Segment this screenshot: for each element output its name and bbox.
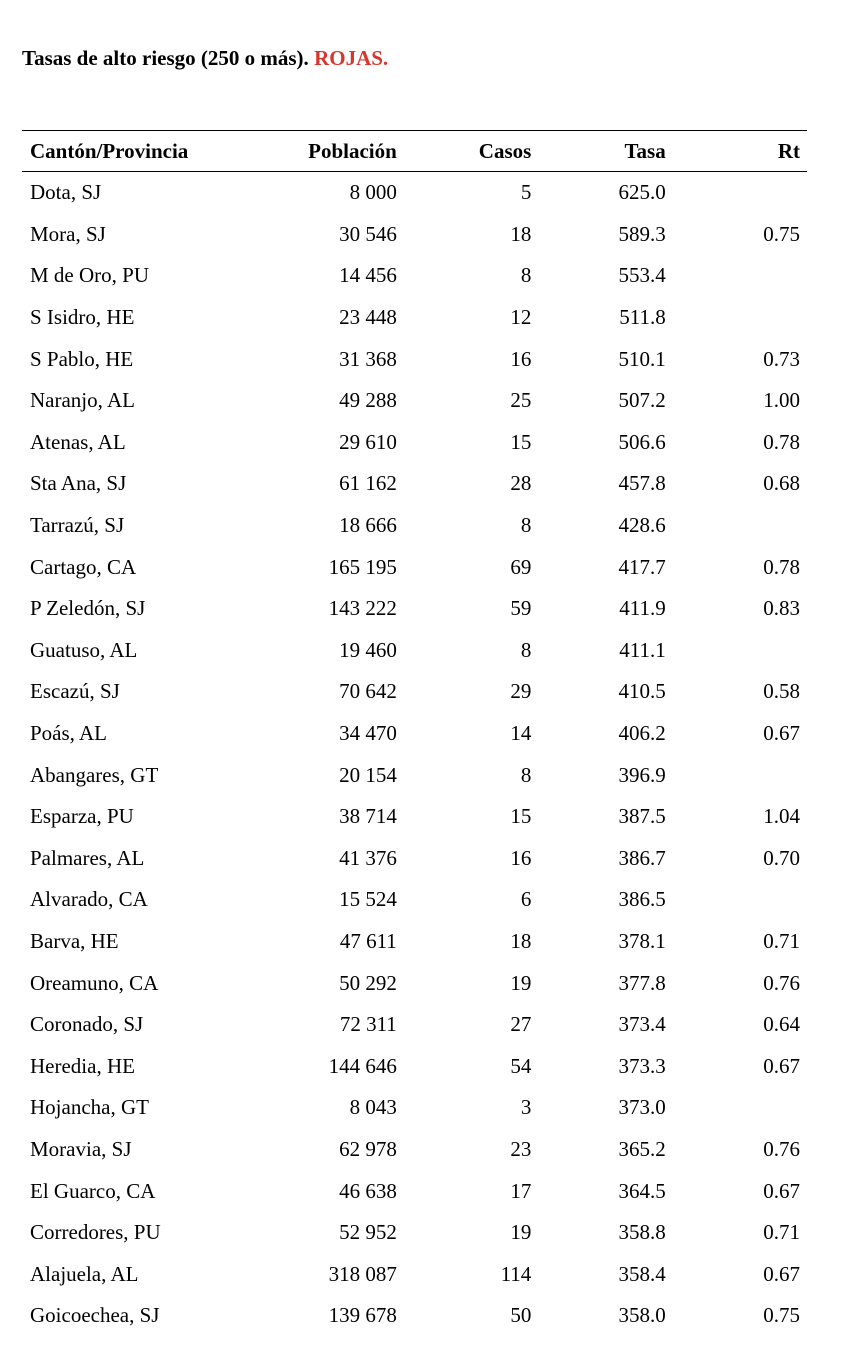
- cell-casos: 5: [520, 180, 532, 205]
- cell-canton: Corredores, PU: [30, 1220, 161, 1245]
- cell-rt: 0.58: [763, 679, 800, 704]
- cell-canton: El Guarco, CA: [30, 1178, 156, 1203]
- cell-rt: 0.78: [763, 554, 800, 579]
- cell-rt: 0.67: [763, 1261, 800, 1286]
- cell-canton: Alvarado, CA: [30, 887, 148, 912]
- cell-tasa: 373.3: [618, 1053, 666, 1078]
- table-row: [22, 297, 807, 339]
- cell-poblacion: 50 292: [339, 970, 397, 995]
- table-row: [22, 1212, 807, 1254]
- cell-rt: [666, 505, 807, 547]
- cell-tasa: 365.2: [618, 1136, 666, 1161]
- cell-tasa: 364.5: [618, 1178, 666, 1203]
- cell-poblacion: 139 678: [328, 1303, 397, 1328]
- cell-canton: Sta Ana, SJ: [30, 471, 127, 496]
- cell-canton: Escazú, SJ: [30, 679, 120, 704]
- cell-poblacion: 20 154: [339, 762, 397, 787]
- cell-canton: Naranjo, AL: [30, 388, 135, 413]
- heading-accent: ROJAS.: [314, 46, 389, 70]
- cell-canton: Atenas, AL: [30, 429, 126, 454]
- header-row: [22, 131, 807, 172]
- cell-casos: 69: [510, 554, 532, 579]
- cell-canton: P Zeledón, SJ: [30, 596, 146, 621]
- table-row: [22, 1087, 807, 1129]
- cell-poblacion: 61 162: [339, 471, 397, 496]
- cell-canton: Moravia, SJ: [30, 1136, 132, 1161]
- cell-rt: 0.67: [763, 1178, 800, 1203]
- table-row: [22, 214, 807, 256]
- cell-casos: 8: [520, 513, 532, 538]
- cell-casos: 114: [500, 1261, 532, 1286]
- cell-poblacion: 8 043: [349, 1095, 397, 1120]
- cell-tasa: 386.7: [618, 845, 666, 870]
- page-heading: [22, 46, 388, 71]
- cell-poblacion: 62 978: [339, 1136, 397, 1161]
- cell-canton: Oreamuno, CA: [30, 970, 159, 995]
- cell-casos: 18: [510, 221, 532, 246]
- cell-rt: 0.64: [763, 1012, 800, 1037]
- table-row: [22, 1129, 807, 1171]
- cell-casos: 50: [510, 1303, 532, 1328]
- risk-table-container: [22, 130, 807, 1337]
- cell-rt: 0.75: [763, 1303, 800, 1328]
- cell-tasa: 507.2: [618, 388, 666, 413]
- table-row: [22, 1170, 807, 1212]
- cell-tasa: 553.4: [618, 263, 666, 288]
- cell-rt: [666, 1087, 807, 1129]
- table-row: [22, 921, 807, 963]
- table-row: [22, 588, 807, 630]
- cell-tasa: 386.5: [618, 887, 666, 912]
- cell-tasa: 417.7: [618, 554, 666, 579]
- cell-rt: 0.76: [763, 1136, 800, 1161]
- table-row: [22, 380, 807, 422]
- table-row: [22, 1253, 807, 1295]
- cell-rt: 0.70: [763, 845, 800, 870]
- cell-poblacion: 31 368: [339, 346, 397, 371]
- cell-tasa: 373.4: [618, 1012, 666, 1037]
- table-row: [22, 671, 807, 713]
- cell-tasa: 387.5: [618, 804, 666, 829]
- heading-text: Tasas de alto riesgo (250 o más).: [22, 46, 309, 70]
- header-casos: Casos: [478, 138, 532, 163]
- cell-casos: 15: [510, 804, 532, 829]
- table-row: [22, 505, 807, 547]
- cell-canton: Heredia, HE: [30, 1053, 135, 1078]
- table-row: [22, 1004, 807, 1046]
- cell-casos: 54: [510, 1053, 532, 1078]
- table-row: [22, 796, 807, 838]
- cell-canton: Coronado, SJ: [30, 1012, 144, 1037]
- table-row: [22, 463, 807, 505]
- cell-tasa: 396.9: [618, 762, 666, 787]
- table-row: [22, 630, 807, 672]
- cell-canton: Guatuso, AL: [30, 637, 138, 662]
- cell-rt: [666, 879, 807, 921]
- cell-canton: Palmares, AL: [30, 845, 145, 870]
- cell-poblacion: 8 000: [349, 180, 397, 205]
- cell-canton: Goicoechea, SJ: [30, 1303, 160, 1328]
- cell-poblacion: 70 642: [339, 679, 397, 704]
- cell-tasa: 358.4: [618, 1261, 666, 1286]
- table-row: [22, 255, 807, 297]
- cell-poblacion: 318 087: [328, 1261, 397, 1286]
- cell-canton: Mora, SJ: [30, 221, 106, 246]
- cell-rt: 1.04: [763, 804, 800, 829]
- cell-poblacion: 47 611: [339, 928, 397, 953]
- cell-casos: 23: [510, 1136, 532, 1161]
- cell-tasa: 510.1: [618, 346, 666, 371]
- cell-casos: 8: [520, 263, 532, 288]
- cell-poblacion: 15 524: [339, 887, 397, 912]
- cell-casos: 16: [510, 845, 532, 870]
- cell-casos: 8: [520, 637, 532, 662]
- cell-poblacion: 18 666: [339, 513, 397, 538]
- cell-casos: 18: [510, 928, 532, 953]
- cell-casos: 19: [510, 970, 532, 995]
- cell-rt: [666, 297, 807, 339]
- table-row: [22, 338, 807, 380]
- cell-canton: Alajuela, AL: [30, 1261, 139, 1286]
- cell-rt: [666, 255, 807, 297]
- table-row: [22, 422, 807, 464]
- cell-casos: 3: [520, 1095, 532, 1120]
- cell-tasa: 506.6: [618, 429, 666, 454]
- cell-rt: 0.71: [763, 1220, 800, 1245]
- cell-poblacion: 41 376: [339, 845, 397, 870]
- cell-casos: 12: [510, 305, 532, 330]
- cell-poblacion: 34 470: [339, 721, 397, 746]
- header-tasa: Tasa: [624, 138, 666, 163]
- table-row: [22, 546, 807, 588]
- cell-casos: 28: [510, 471, 532, 496]
- table-row: [22, 879, 807, 921]
- cell-tasa: 511.8: [619, 305, 666, 330]
- header-poblacion: Población: [308, 138, 397, 163]
- cell-poblacion: 72 311: [339, 1012, 397, 1037]
- cell-canton: Barva, HE: [30, 928, 119, 953]
- cell-poblacion: 29 610: [339, 429, 397, 454]
- header-rt: Rt: [777, 138, 800, 163]
- cell-canton: S Pablo, HE: [30, 346, 134, 371]
- table-body: [22, 172, 807, 1337]
- risk-table: [22, 130, 807, 1337]
- table-row: [22, 962, 807, 1004]
- cell-casos: 25: [510, 388, 532, 413]
- cell-tasa: 411.9: [619, 596, 666, 621]
- cell-poblacion: 52 952: [339, 1220, 397, 1245]
- cell-rt: 0.67: [763, 1053, 800, 1078]
- cell-casos: 6: [520, 887, 532, 912]
- cell-tasa: 428.6: [618, 513, 666, 538]
- cell-poblacion: 14 456: [339, 263, 397, 288]
- cell-casos: 8: [520, 762, 532, 787]
- cell-tasa: 373.0: [618, 1095, 666, 1120]
- cell-casos: 27: [510, 1012, 532, 1037]
- table-row: [22, 172, 807, 214]
- cell-canton: Hojancha, GT: [30, 1095, 149, 1120]
- cell-canton: Poás, AL: [30, 721, 108, 746]
- table-row: [22, 754, 807, 796]
- cell-rt: 0.71: [763, 928, 800, 953]
- cell-poblacion: 30 546: [339, 221, 397, 246]
- cell-rt: [666, 172, 807, 214]
- cell-tasa: 377.8: [618, 970, 666, 995]
- cell-tasa: 358.0: [618, 1303, 666, 1328]
- cell-casos: 29: [510, 679, 532, 704]
- cell-rt: 0.83: [763, 596, 800, 621]
- header-canton: Cantón/Provincia: [30, 138, 189, 163]
- cell-tasa: 625.0: [618, 180, 666, 205]
- cell-rt: 1.00: [763, 388, 800, 413]
- table-row: [22, 838, 807, 880]
- table-row: [22, 1045, 807, 1087]
- cell-canton: S Isidro, HE: [30, 305, 135, 330]
- cell-rt: 0.78: [763, 429, 800, 454]
- cell-poblacion: 19 460: [339, 637, 397, 662]
- cell-rt: 0.76: [763, 970, 800, 995]
- cell-casos: 17: [510, 1178, 532, 1203]
- cell-tasa: 411.1: [619, 637, 666, 662]
- cell-tasa: 410.5: [618, 679, 666, 704]
- cell-tasa: 589.3: [618, 221, 666, 246]
- cell-rt: [666, 754, 807, 796]
- table-row: [22, 713, 807, 755]
- cell-casos: 16: [510, 346, 532, 371]
- cell-rt: 0.73: [763, 346, 800, 371]
- cell-canton: Tarrazú, SJ: [30, 513, 125, 538]
- cell-poblacion: 144 646: [328, 1053, 397, 1078]
- cell-casos: 15: [510, 429, 532, 454]
- cell-poblacion: 23 448: [339, 305, 397, 330]
- cell-rt: 0.67: [763, 721, 800, 746]
- cell-casos: 59: [510, 596, 532, 621]
- cell-casos: 14: [510, 721, 532, 746]
- cell-poblacion: 49 288: [339, 388, 397, 413]
- cell-tasa: 406.2: [618, 721, 666, 746]
- cell-rt: 0.68: [763, 471, 800, 496]
- cell-canton: Abangares, GT: [30, 762, 159, 787]
- table-row: [22, 1295, 807, 1337]
- cell-tasa: 358.8: [618, 1220, 666, 1245]
- cell-tasa: 457.8: [618, 471, 666, 496]
- cell-canton: Dota, SJ: [30, 180, 102, 205]
- cell-rt: [666, 630, 807, 672]
- cell-canton: M de Oro, PU: [30, 263, 149, 288]
- cell-poblacion: 143 222: [328, 596, 397, 621]
- table-header: [22, 131, 807, 172]
- cell-canton: Esparza, PU: [30, 804, 134, 829]
- cell-casos: 19: [510, 1220, 532, 1245]
- cell-canton: Cartago, CA: [30, 554, 137, 579]
- cell-tasa: 378.1: [618, 928, 666, 953]
- cell-poblacion: 38 714: [339, 804, 397, 829]
- cell-poblacion: 165 195: [328, 554, 397, 579]
- cell-poblacion: 46 638: [339, 1178, 397, 1203]
- cell-rt: 0.75: [763, 221, 800, 246]
